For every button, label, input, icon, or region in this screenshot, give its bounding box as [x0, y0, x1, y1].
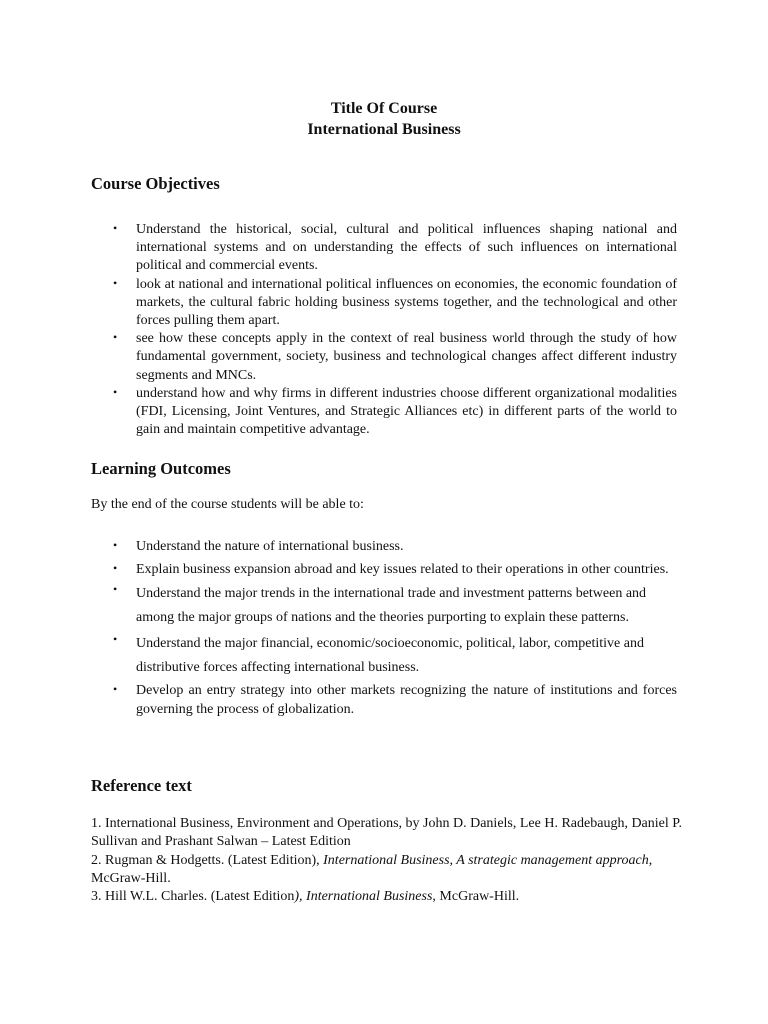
reference-text: 3. Hill W.L. Charles. (Latest Edition	[91, 889, 295, 905]
reference-title: ), International Business	[294, 889, 433, 905]
bullet-icon: •	[113, 384, 118, 399]
list-item	[91, 682, 677, 718]
outcomes-heading: Learning Outcomes	[91, 459, 231, 478]
bullet-icon: •	[113, 330, 118, 345]
list-item	[91, 582, 677, 629]
list-item	[91, 385, 677, 440]
course-title-label: Title Of Course	[330, 100, 438, 117]
bullet-icon: •	[113, 275, 118, 290]
bullet-icon: •	[113, 561, 118, 576]
references-heading: Reference text	[91, 776, 192, 795]
list-item	[91, 632, 677, 679]
outcomes-intro: By the end of the course students will be able to:	[91, 497, 364, 512]
bullet-icon: •	[113, 538, 118, 552]
list-item	[91, 221, 677, 276]
objectives-heading: Course Objectives	[91, 174, 220, 193]
list-item	[91, 561, 677, 579]
list-item	[91, 330, 677, 385]
reference-title: International Business, A strategic management approach	[323, 852, 649, 868]
course-title: International Business	[307, 121, 461, 138]
reference-text: 2. Rugman & Hodgetts. (Latest Edition),	[91, 852, 324, 868]
list-item	[91, 276, 677, 331]
reference-publisher: , McGraw-Hill.	[91, 852, 653, 886]
bullet-icon: •	[113, 582, 118, 597]
outcomes-list	[91, 538, 677, 719]
reference-item: 1. International Business, Environment and Operations, by John D. Daniels, Lee H. Radebaugh, Daniel P. Sullivan and Prashant Salwan – Latest Edition	[91, 816, 682, 850]
bullet-icon: •	[113, 682, 118, 697]
references-list	[91, 815, 691, 906]
outcome-text: Understand the major trends in the international trade and investment patterns between and among the major groups of nations and the theories purporting to explain these patterns.	[136, 586, 647, 625]
objective-text: see how these concepts apply in the context of real business world through the study of how fundamental government, society, business and technological changes affect different industry segments and MNCs.	[136, 331, 677, 383]
outcome-text: Understand the major financial, economic/socioeconomic, political, labor, competitive and distributive forces affecting international business.	[136, 636, 644, 675]
outcome-text: Explain business expansion abroad and key issues related to their operations in other countries.	[136, 562, 669, 578]
objectives-list	[91, 221, 677, 439]
outcome-text: Develop an entry strategy into other markets recognizing the nature of institutions and forces governing the process of globalization.	[136, 683, 677, 717]
objective-text: understand how and why firms in different industries choose different organizational modalities (FDI, Licensing, Joint Ventures, and Strategic Alliances etc) in different parts of the world to gain and maintain competitive advantage.	[136, 385, 677, 438]
bullet-icon: •	[113, 221, 118, 235]
bullet-icon: •	[113, 632, 118, 647]
list-item	[91, 538, 677, 556]
reference-publisher: , McGraw-Hill.	[432, 889, 520, 905]
objective-text: Understand the historical, social, cultural and political influences shaping national and international systems and on understanding the effects of such influences on international political and commercial events.	[136, 222, 677, 274]
reference-item	[91, 888, 691, 906]
reference-item	[91, 852, 691, 889]
objective-text: look at national and international political influences on economies, the economic foundation of markets, the cultural fabric holding business systems together, and the technological and other forces pulling them apart.	[136, 276, 677, 329]
outcome-text: Understand the nature of international business.	[136, 539, 404, 554]
